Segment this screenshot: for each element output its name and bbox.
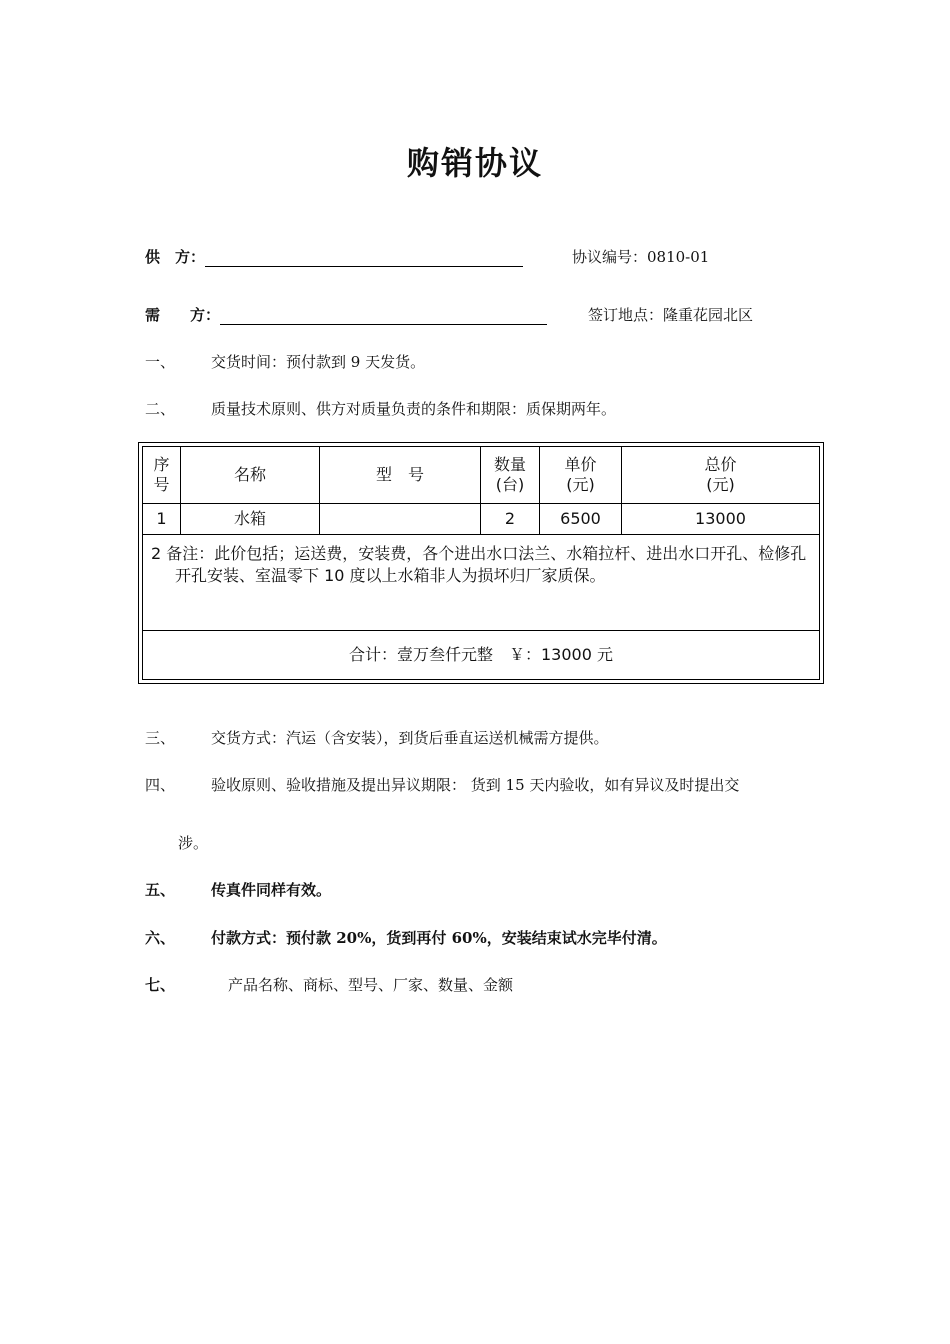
header-name: 名称 <box>181 447 320 504</box>
sign-place: 签订地点：隆重花园北区 <box>588 306 754 324</box>
clause-3-text: 交货方式：汽运（含安装），到货后垂直运送机械需方提供。 <box>211 729 609 747</box>
clause-5-text: 传真件同样有效。 <box>211 881 332 899</box>
clause-5-num: 五、 <box>145 881 176 899</box>
agreement-number: 协议编号：0810-01 <box>572 248 710 266</box>
header-qty <box>481 447 540 504</box>
cell-name: 水箱 <box>181 504 320 535</box>
buyer-line <box>145 304 547 325</box>
header-qty-line1: 数量 <box>493 455 526 475</box>
header-total-price-line1: 总价 <box>704 455 737 475</box>
header-unit-price <box>540 447 622 504</box>
header-unit-price-line2: (元) <box>566 475 595 495</box>
cell-seq: 1 <box>143 504 181 535</box>
clause-2-num: 二、 <box>145 400 176 418</box>
header-unit-price-line1: 单价 <box>564 455 597 475</box>
product-table <box>138 442 824 684</box>
cell-total-price: 13000 <box>622 504 820 535</box>
remark-text: 2 备注：此价包括；运送费，安装费，各个进出水口法兰、水箱拉杆、进出水口开孔、检修孔开孔安装、室温零下 10 度以上水箱非人为损坏归厂家质保。 <box>151 544 807 586</box>
clause-6-num: 六、 <box>145 929 176 947</box>
header-seq <box>143 447 181 504</box>
total-cell: 合计：壹万叁仟元整 ￥：13000 元 <box>143 630 820 679</box>
cell-qty: 2 <box>481 504 540 535</box>
supplier-label: 供 方： <box>145 248 206 266</box>
clause-3-num: 三、 <box>145 729 176 747</box>
supplier-line <box>145 246 523 267</box>
header-seq-line1: 序 <box>153 455 170 475</box>
clause-4-num: 四、 <box>145 776 176 794</box>
remark-cell <box>143 535 820 630</box>
clause-1-text: 交货时间：预付款到 9 天发货。 <box>211 353 426 371</box>
table-row <box>143 504 820 535</box>
buyer-label: 需 方： <box>145 306 221 324</box>
header-model: 型 号 <box>320 447 481 504</box>
header-total-price <box>622 447 820 504</box>
supplier-blank <box>205 252 523 267</box>
page-title: 购销协议 <box>406 144 543 182</box>
cell-model <box>320 504 481 535</box>
clause-1-num: 一、 <box>145 353 176 371</box>
clause-4-continued: 涉。 <box>178 834 209 852</box>
header-total-price-line2: (元) <box>706 475 735 495</box>
header-qty-line2: (台) <box>495 475 525 495</box>
header-seq-line2: 号 <box>153 475 170 495</box>
clause-7-num: 七、 <box>145 976 176 994</box>
remark-row <box>143 535 820 630</box>
table-header-row <box>143 447 820 504</box>
clause-7-text: 产品名称、商标、型号、厂家、数量、金额 <box>228 976 514 994</box>
clause-2-text: 质量技术原则、供方对质量负责的条件和期限：质保期两年。 <box>211 400 617 418</box>
cell-unit-price: 6500 <box>540 504 622 535</box>
clause-6-text: 付款方式：预付款 20%，货到再付 60%，安装结束试水完毕付清。 <box>211 929 667 947</box>
total-row <box>143 630 820 679</box>
buyer-blank <box>220 310 547 325</box>
clause-4-text: 验收原则、验收措施及提出异议期限： 货到 15 天内验收，如有异议及时提出交 <box>211 776 740 794</box>
